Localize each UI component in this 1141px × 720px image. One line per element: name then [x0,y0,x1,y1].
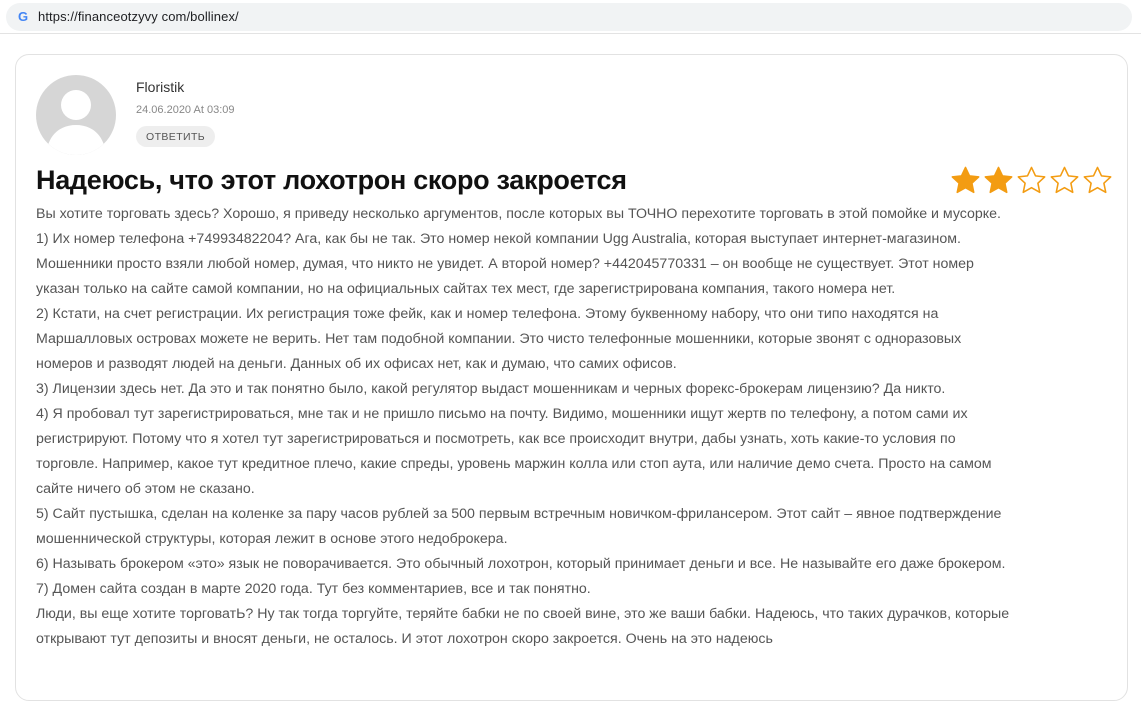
review-line: Люди, вы еще хотите торговатЬ? Ну так тогда торгуйте, теряйте бабки не по своей вине, это же ваши бабки. Надеюсь, что таких дурачков, которые [36,606,1010,622]
star-filled-icon [950,165,981,196]
review-line: 3) Лицензии здесь нет. Да это и так понятно было, какой регулятор выдаст мошенникам и черных форекс-брокерам лицензию? Да никто. [36,381,946,397]
review-line: Маршалловых островах можете не верить. Нет там подобной компании. Это чисто телефонные мошенники, которые звонят с одноразовых [36,331,962,347]
review-line: 2) Кстати, на счет регистрации. Их регистрация тоже фейк, как и номер телефона. Этому буквенному набору, что они типо находятся на [36,306,939,322]
review-line: сайте ничего об этом не сказано. [36,481,255,497]
star-rating [950,165,1113,196]
review-line: номеров и разводят людей на деньги. Данных об их офисах нет, как и думаю, что самих офисов. [36,356,677,372]
review-title: Надеюсь, что этот лохотрон скоро закроется [36,165,627,195]
review-line: 7) Домен сайта создан в марте 2020 года. Тут без комментариев, все и так понятно. [36,581,591,597]
review-date: 24.06.2020 At 03:09 [136,104,235,116]
browser-address-bar [0,0,1141,34]
review-line: Мошенники просто взяли любой номер, думая, что никто не увидет. А второй номер? +442045770331 – он вообще не существует. Этот номер [36,256,974,272]
star-empty-icon [1016,165,1047,196]
review-line: регистрируют. Потому что я хотел тут зарегистрироваться и посмотреть, как все происходит внутри, дабы узнать, хоть какие-то условия по [36,431,956,447]
url-text[interactable]: https://financeotzyvy com/bollinex/ [38,9,239,24]
review-body [36,202,1116,652]
google-icon: G [17,9,29,24]
review-line: открывают тут депозиты и вносят деньги, не осталось. И этот лохотрон скоро закроется. Очень на это надеюсь [36,631,773,647]
avatar [36,75,116,155]
reply-button[interactable]: ОТВЕТИТЬ [136,126,215,147]
url-field[interactable] [6,3,1132,31]
star-empty-icon [1049,165,1080,196]
review-line: мошеннической структуры, которая лежит в основе этого недоброкера. [36,531,508,547]
review-line: 5) Сайт пустышка, сделан на коленке за пару часов рублей за 500 первым встречным новичком-фрилансером. Этот сайт – явное подтверждение [36,506,1002,522]
review-line: 6) Называть брокером «это» язык не поворачивается. Это обычный лохотрон, который принимает деньги и все. Не называйте его даже брокером. [36,556,1006,572]
review-card [15,54,1128,701]
review-line: торговле. Например, какое тут кредитное плечо, какие спреды, уровень маржин колла или стоп аута, или наличие демо счета. Просто на самом [36,456,992,472]
review-line: Вы хотите торговать здесь? Хорошо, я приведу несколько аргументов, после которых вы ТОЧНО перехотите торговать в этой помойке и мусорке. [36,206,1002,222]
star-empty-icon [1082,165,1113,196]
review-line: 1) Их номер телефона +74993482204? Ага, как бы не так. Это номер некой компании Ugg Australia, которая выступает интернет-магазином. [36,231,961,247]
review-line: указан только на сайте самой компании, но на официальных сайтах тех мест, где зарегистрирована компания, такого номера нет. [36,281,896,297]
user-placeholder-icon [36,75,116,155]
star-filled-icon [983,165,1014,196]
review-line: 4) Я пробовал тут зарегистрироваться, мне так и не пришло письмо на почту. Видимо, мошенники ищут жертв по телефону, а потом сами их [36,406,968,422]
author-name[interactable]: Floristik [136,79,185,95]
